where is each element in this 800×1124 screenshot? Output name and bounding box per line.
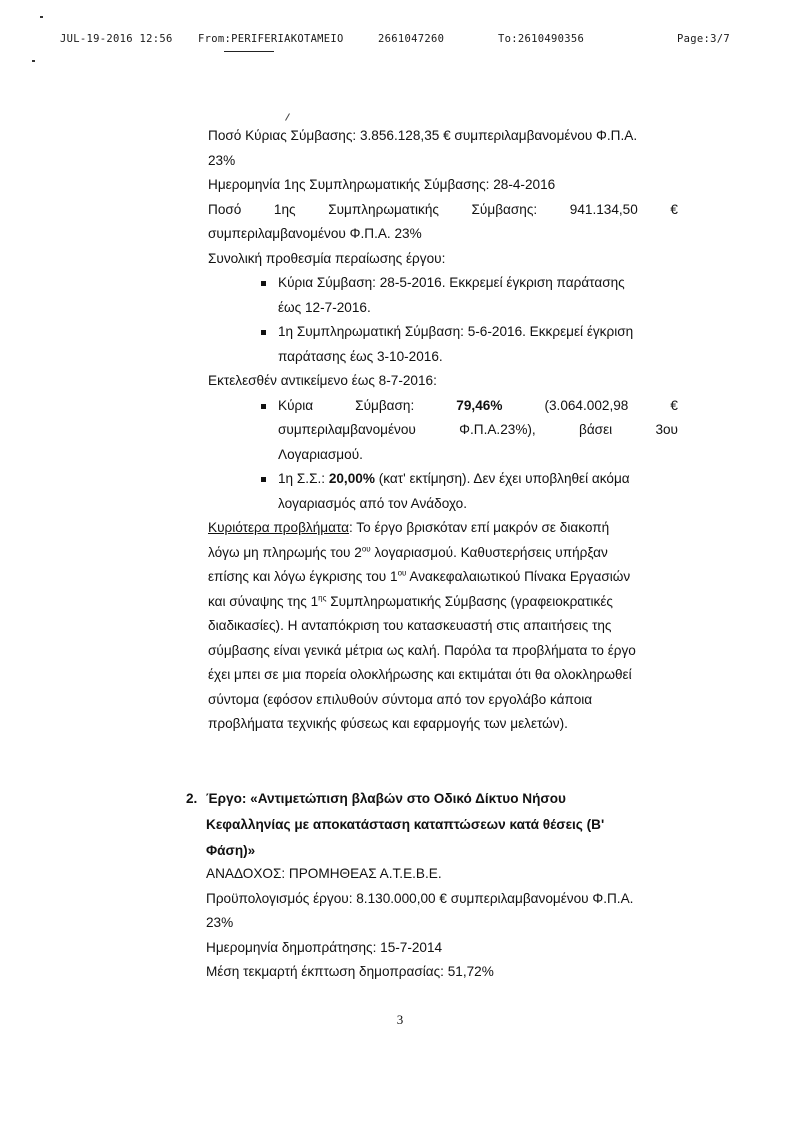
project2-title: Κεφαλληνίας με αποκατάσταση καταπτώσεων κατά θέσεις (Β' <box>206 817 605 832</box>
text-word: (3.064.002,98 <box>544 397 629 413</box>
pen-mark <box>285 113 290 120</box>
list-item-text <box>278 418 678 443</box>
superscript: ου <box>397 568 407 578</box>
problems-paragraph <box>208 516 678 541</box>
text-word: Σύμβαση: <box>355 397 415 413</box>
text-run: λογαριασμού. Καθυστερήσεις υπήρξαν <box>370 544 608 560</box>
supplementary-date: Ημερομηνία 1ης Συμπληρωματικής Σύμβασης: 28-4-2016 <box>208 177 556 192</box>
project2-title: Φάση)» <box>206 843 256 858</box>
list-number: 2. <box>186 791 198 806</box>
project2-title: Έργο: «Αντιμετώπιση βλαβών στο Οδικό Δίκτυο Νήσου <box>206 791 566 806</box>
text-word: 3ου <box>655 422 678 437</box>
project-budget-cont: 23% <box>206 915 234 930</box>
text-run: 1η Σ.Σ.: <box>278 471 329 486</box>
superscript: ου <box>361 543 371 553</box>
list-item <box>278 271 678 320</box>
list-item-text: λογαριασμός από τον Ανάδοχο. <box>278 495 468 511</box>
percentage: 79,46% <box>456 397 503 413</box>
text-word: Συμπληρωματικής <box>328 201 439 217</box>
text-run: λόγω μη πληρωμής του 2 <box>208 544 362 560</box>
scan-speck <box>40 16 43 18</box>
paragraph-line: σύμβασης είναι γενικά μέτρια ως καλή. Παρόλα τα προβλήματα το έργο <box>208 642 636 658</box>
text-word: € <box>670 397 678 413</box>
bullet-icon <box>261 477 266 482</box>
text-run: Ανακεφαλαιωτικού Πίνακα Εργασιών <box>406 569 631 584</box>
text-run: και σύναψης της 1 <box>208 593 319 609</box>
paragraph-line <box>208 590 678 615</box>
page-number: 3 <box>396 1012 404 1027</box>
list-item <box>278 394 678 468</box>
text-word: Σύμβασης: <box>471 201 538 217</box>
text-word: Κύρια <box>278 397 314 413</box>
list-item-text <box>278 467 678 492</box>
list-item <box>278 320 678 369</box>
bullet-icon <box>261 404 266 409</box>
paragraph-line: έχει μπει σε μια πορεία ολοκλήρωσης και εκτιμάται ότι θα ολοκληρωθεί <box>208 667 632 682</box>
fax-from: From:PERIFERIAKOTAMEIO <box>198 33 344 45</box>
bullet-icon <box>261 330 266 335</box>
text-word: 1ης <box>273 201 296 217</box>
text-word: Ποσό <box>208 201 242 217</box>
fax-from-number: 2661047260 <box>378 33 445 45</box>
superscript: ης <box>318 592 327 602</box>
text-word: συμπεριλαμβανομένου <box>278 422 416 437</box>
supplementary-amount-cont: συμπεριλαμβανομένου Φ.Π.Α. 23% <box>208 226 422 241</box>
list-item-text <box>278 394 678 419</box>
list-item <box>278 467 678 516</box>
list-item-text: 1η Συμπληρωματική Σύμβαση: 5-6-2016. Εκκρεμεί έγκριση <box>278 324 634 339</box>
paragraph-line: προβλήματα τεχνικής φύσεως και εφαρμογής των μελετών). <box>208 716 568 731</box>
project-budget: Προϋπολογισμός έργου: 8.130.000,00 € συμπεριλαμβανομένου Φ.Π.Α. <box>206 890 634 906</box>
auction-date: Ημερομηνία δημοπράτησης: 15-7-2014 <box>206 939 443 955</box>
deadline-label: Συνολική προθεσμία περαίωσης έργου: <box>208 250 446 266</box>
text-word: βάσει <box>579 422 613 437</box>
paragraph-line: διαδικασίες). Η ανταπόκριση του κατασκευαστή στις απαιτήσεις της <box>208 618 612 633</box>
text-word: Φ.Π.Α.23%), <box>459 422 536 437</box>
list-item-text: έως 12-7-2016. <box>278 299 371 315</box>
project2-section <box>206 862 678 985</box>
project2-heading <box>186 786 678 864</box>
problems-heading: Κυριότερα προβλήματα <box>208 520 349 535</box>
text-word: 941.134,50 <box>569 201 638 217</box>
text-run: (κατ' εκτίμηση). Δεν έχει υποβληθεί ακόμα <box>374 471 630 486</box>
list-item-text: Λογαριασμού. <box>278 446 363 462</box>
list-item-text: παράτασης έως 3-10-2016. <box>278 348 443 364</box>
text-word: € <box>670 201 678 217</box>
paragraph-line <box>208 541 678 566</box>
fax-date-time: JUL-19-2016 12:56 <box>60 33 173 45</box>
executed-label: Εκτελεσθέν αντικείμενο έως 8-7-2016: <box>208 373 437 388</box>
list-item-text: Κύρια Σύμβαση: 28-5-2016. Εκκρεμεί έγκριση παράτασης <box>278 275 625 290</box>
text-run: Συμπληρωματικής Σύμβασης (γραφειοκρατικές <box>326 593 613 609</box>
scan-speck <box>32 60 35 62</box>
supplementary-amount <box>208 198 678 223</box>
fax-header-rule <box>224 51 274 52</box>
average-discount: Μέση τεκμαρτή έκπτωση δημοπρασίας: 51,72% <box>206 964 494 979</box>
text-run: : Το έργο βρισκόταν επί μακρόν σε διακοπή <box>349 520 610 535</box>
fax-page: Page:3/7 <box>677 33 730 45</box>
text-run: επίσης και λόγω έγκρισης του 1 <box>208 569 398 584</box>
fax-to: To:2610490356 <box>498 33 585 45</box>
paragraph-line <box>208 565 678 590</box>
percentage: 20,00% <box>328 471 375 486</box>
paragraph-line: σύντομα (εφόσον επιλυθούν σύντομα από τον εργολάβο κάποια <box>208 691 593 707</box>
main-contract-amount-cont: 23% <box>208 152 236 168</box>
main-contract-amount: Ποσό Κύριας Σύμβασης: 3.856.128,35 € συμπεριλαμβανομένου Φ.Π.Α. <box>208 128 638 143</box>
contractor: ΑΝΑΔΟΧΟΣ: ΠΡΟΜΗΘΕΑΣ Α.Τ.Ε.Β.Ε. <box>206 866 442 881</box>
contract1-section <box>208 124 678 737</box>
bullet-icon <box>261 281 266 286</box>
